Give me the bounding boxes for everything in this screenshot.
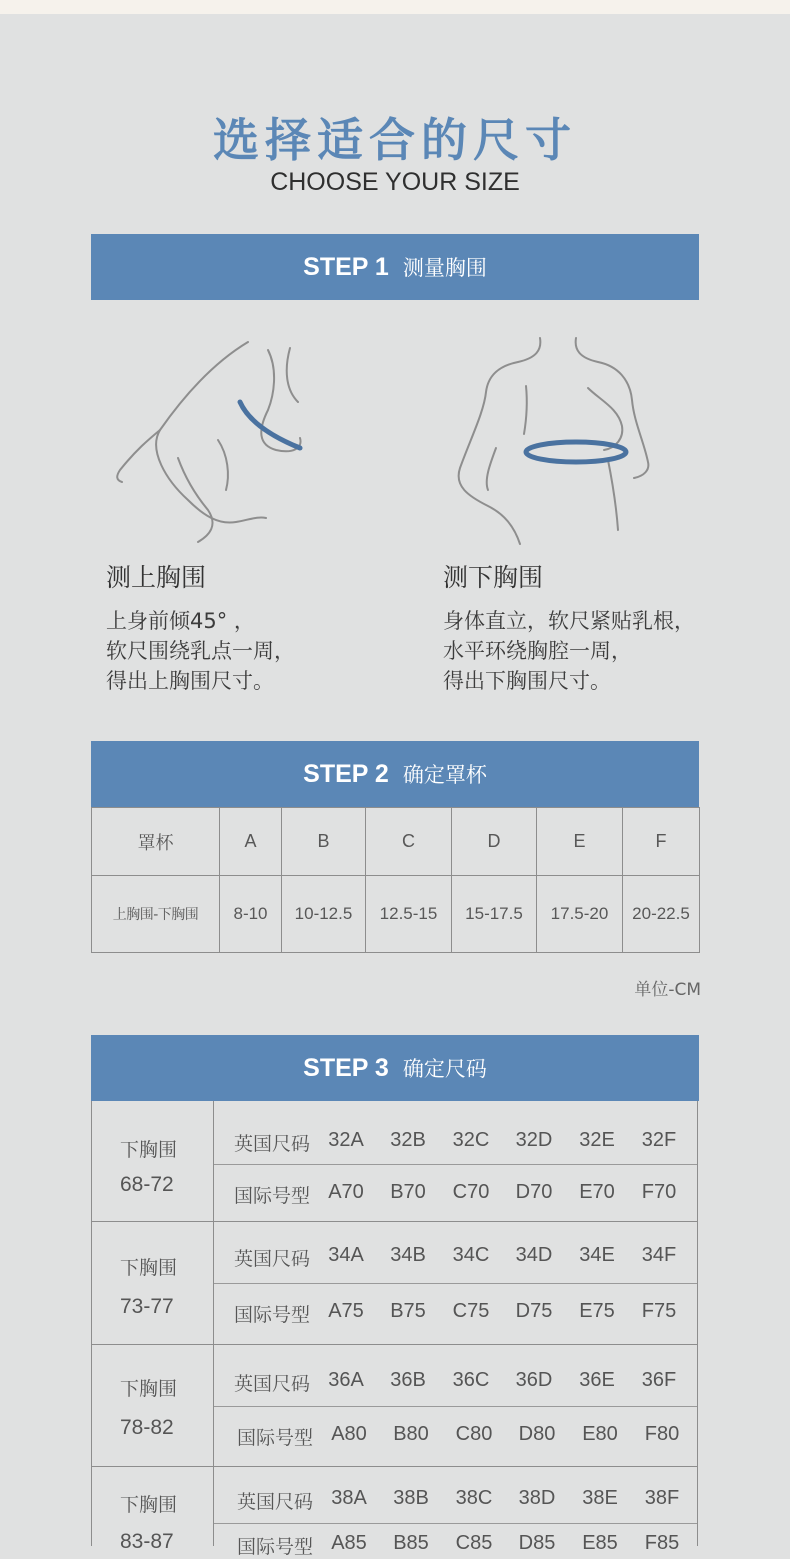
size-cell: 36C — [452, 1369, 490, 1391]
size-cell: A80 — [331, 1423, 367, 1445]
step1-title: 测量胸围 — [402, 256, 487, 280]
size-cell: 32D — [515, 1129, 553, 1151]
size-cell: 36A — [328, 1369, 364, 1391]
uk-size-row — [214, 1345, 697, 1407]
size-cell: B80 — [393, 1423, 429, 1445]
table-cell: A — [220, 808, 282, 876]
intl-size-row — [214, 1165, 697, 1222]
under-bust-label: 下胸围 — [120, 1139, 178, 1161]
size-cell: A70 — [328, 1181, 364, 1203]
size-cell: 34C — [452, 1244, 490, 1266]
size-cell: 34E — [579, 1244, 615, 1266]
size-cell: 32E — [579, 1129, 615, 1151]
upper-bust-illustration — [108, 330, 318, 550]
size-cell: B70 — [390, 1181, 426, 1203]
under-bust-range: 68-72 — [120, 1173, 174, 1196]
size-cell: A85 — [331, 1532, 367, 1554]
size-cell: E75 — [579, 1300, 615, 1322]
under-bust-description: 身体直立，软尺紧贴乳根， 水平环绕胸腔一周， 得出下胸围尺寸。 — [443, 609, 695, 693]
table-cell: 17.5-20 — [537, 876, 623, 953]
size-cell: A75 — [328, 1300, 364, 1322]
step2-title: 确定罩杯 — [402, 763, 487, 787]
size-cell: F70 — [641, 1181, 677, 1203]
size-cell: B75 — [390, 1300, 426, 1322]
table-cell: 15-17.5 — [452, 876, 537, 953]
size-cell: D85 — [518, 1532, 556, 1554]
table-cell: 10-12.5 — [282, 876, 366, 953]
size-cell: 38B — [393, 1487, 429, 1509]
size-cell: 38E — [582, 1487, 618, 1509]
size-cell: 32C — [452, 1129, 490, 1151]
step2-banner — [91, 741, 699, 807]
size-cell: F75 — [641, 1300, 677, 1322]
uk-size-label: 英国尺码 — [234, 1248, 311, 1270]
page-title: 选择适合的尺寸 — [213, 113, 577, 167]
table-row — [92, 876, 700, 953]
table-cell: F — [623, 808, 700, 876]
intl-size-label: 国际号型 — [234, 1304, 311, 1326]
uk-size-row — [214, 1467, 697, 1524]
under-bust-label: 下胸围 — [120, 1257, 178, 1279]
size-cell: 34D — [515, 1244, 553, 1266]
table-row — [92, 808, 700, 876]
intl-size-label: 国际号型 — [234, 1185, 311, 1207]
unit-note: 单位-CM — [634, 980, 701, 1000]
table-cell: 罩杯 — [92, 808, 220, 876]
size-cell: 38F — [644, 1487, 680, 1509]
uk-size-label: 英国尺码 — [234, 1373, 311, 1395]
step3-banner — [91, 1035, 699, 1101]
size-cell: E70 — [579, 1181, 615, 1203]
size-cell: F85 — [644, 1532, 680, 1554]
upper-bust-title: 测上胸围 — [106, 563, 207, 592]
size-group — [91, 1345, 698, 1467]
size-group — [91, 1467, 698, 1558]
intl-size-row — [214, 1407, 697, 1467]
step1-number: STEP 1 — [303, 253, 389, 281]
size-cell: C70 — [452, 1181, 490, 1203]
uk-size-row — [214, 1222, 697, 1284]
size-cell: F80 — [644, 1423, 680, 1445]
size-cell: 34A — [328, 1244, 364, 1266]
size-group-band — [92, 1467, 214, 1553]
size-cell: 36B — [390, 1369, 426, 1391]
size-cell: 36D — [515, 1369, 553, 1391]
table-cell: 20-22.5 — [623, 876, 700, 953]
size-cell: 38C — [455, 1487, 493, 1509]
step3-title: 确定尺码 — [402, 1057, 487, 1081]
under-bust-range: 83-87 — [120, 1530, 174, 1553]
table-cell: 上胸围-下胸围 — [92, 876, 220, 953]
size-group-band — [92, 1345, 214, 1466]
size-cell: 34B — [390, 1244, 426, 1266]
under-bust-range: 73-77 — [120, 1295, 174, 1318]
size-group-band — [92, 1101, 214, 1221]
size-cell: B85 — [393, 1532, 429, 1554]
size-cell: 36F — [641, 1369, 677, 1391]
uk-size-row — [214, 1101, 697, 1165]
size-cell: D80 — [518, 1423, 556, 1445]
table-cell: 8-10 — [220, 876, 282, 953]
uk-size-label: 英国尺码 — [234, 1133, 311, 1155]
size-cell: 32B — [390, 1129, 426, 1151]
size-cell: C85 — [455, 1532, 493, 1554]
size-group-band — [92, 1222, 214, 1344]
under-bust-title: 测下胸围 — [443, 563, 544, 592]
size-cell: D75 — [515, 1300, 553, 1322]
step2-number: STEP 2 — [303, 760, 389, 788]
size-group — [91, 1101, 698, 1222]
table-cell: C — [366, 808, 452, 876]
uk-size-label: 英国尺码 — [237, 1491, 314, 1513]
table-cell: D — [452, 808, 537, 876]
cup-size-table — [91, 807, 700, 953]
size-cell: C75 — [452, 1300, 490, 1322]
intl-size-label: 国际号型 — [237, 1536, 314, 1558]
step3-number: STEP 3 — [303, 1054, 389, 1082]
under-bust-range: 78-82 — [120, 1416, 174, 1439]
size-cell: 34F — [641, 1244, 677, 1266]
under-bust-label: 下胸围 — [120, 1378, 178, 1400]
size-cell: 36E — [579, 1369, 615, 1391]
top-strip — [0, 0, 790, 14]
size-cell: 32F — [641, 1129, 677, 1151]
size-cell: 38A — [331, 1487, 367, 1509]
table-cell: 12.5-15 — [366, 876, 452, 953]
size-cell: 32A — [328, 1129, 364, 1151]
step1-banner — [91, 234, 699, 300]
size-cell: E80 — [582, 1423, 618, 1445]
under-bust-label: 下胸围 — [120, 1494, 178, 1516]
under-bust-illustration — [448, 330, 668, 550]
table-cell: B — [282, 808, 366, 876]
intl-size-row — [214, 1284, 697, 1345]
upper-bust-description: 上身前倾45° ， 软尺围绕乳点一周， 得出上胸围尺寸。 — [106, 609, 295, 693]
size-group — [91, 1222, 698, 1345]
intl-size-row — [214, 1524, 697, 1558]
size-cell: D70 — [515, 1181, 553, 1203]
intl-size-label: 国际号型 — [237, 1427, 314, 1449]
table-cell: E — [537, 808, 623, 876]
size-cell: 38D — [518, 1487, 556, 1509]
page-subtitle: CHOOSE YOUR SIZE — [270, 168, 520, 196]
size-cell: C80 — [455, 1423, 493, 1445]
size-cell: E85 — [582, 1532, 618, 1554]
